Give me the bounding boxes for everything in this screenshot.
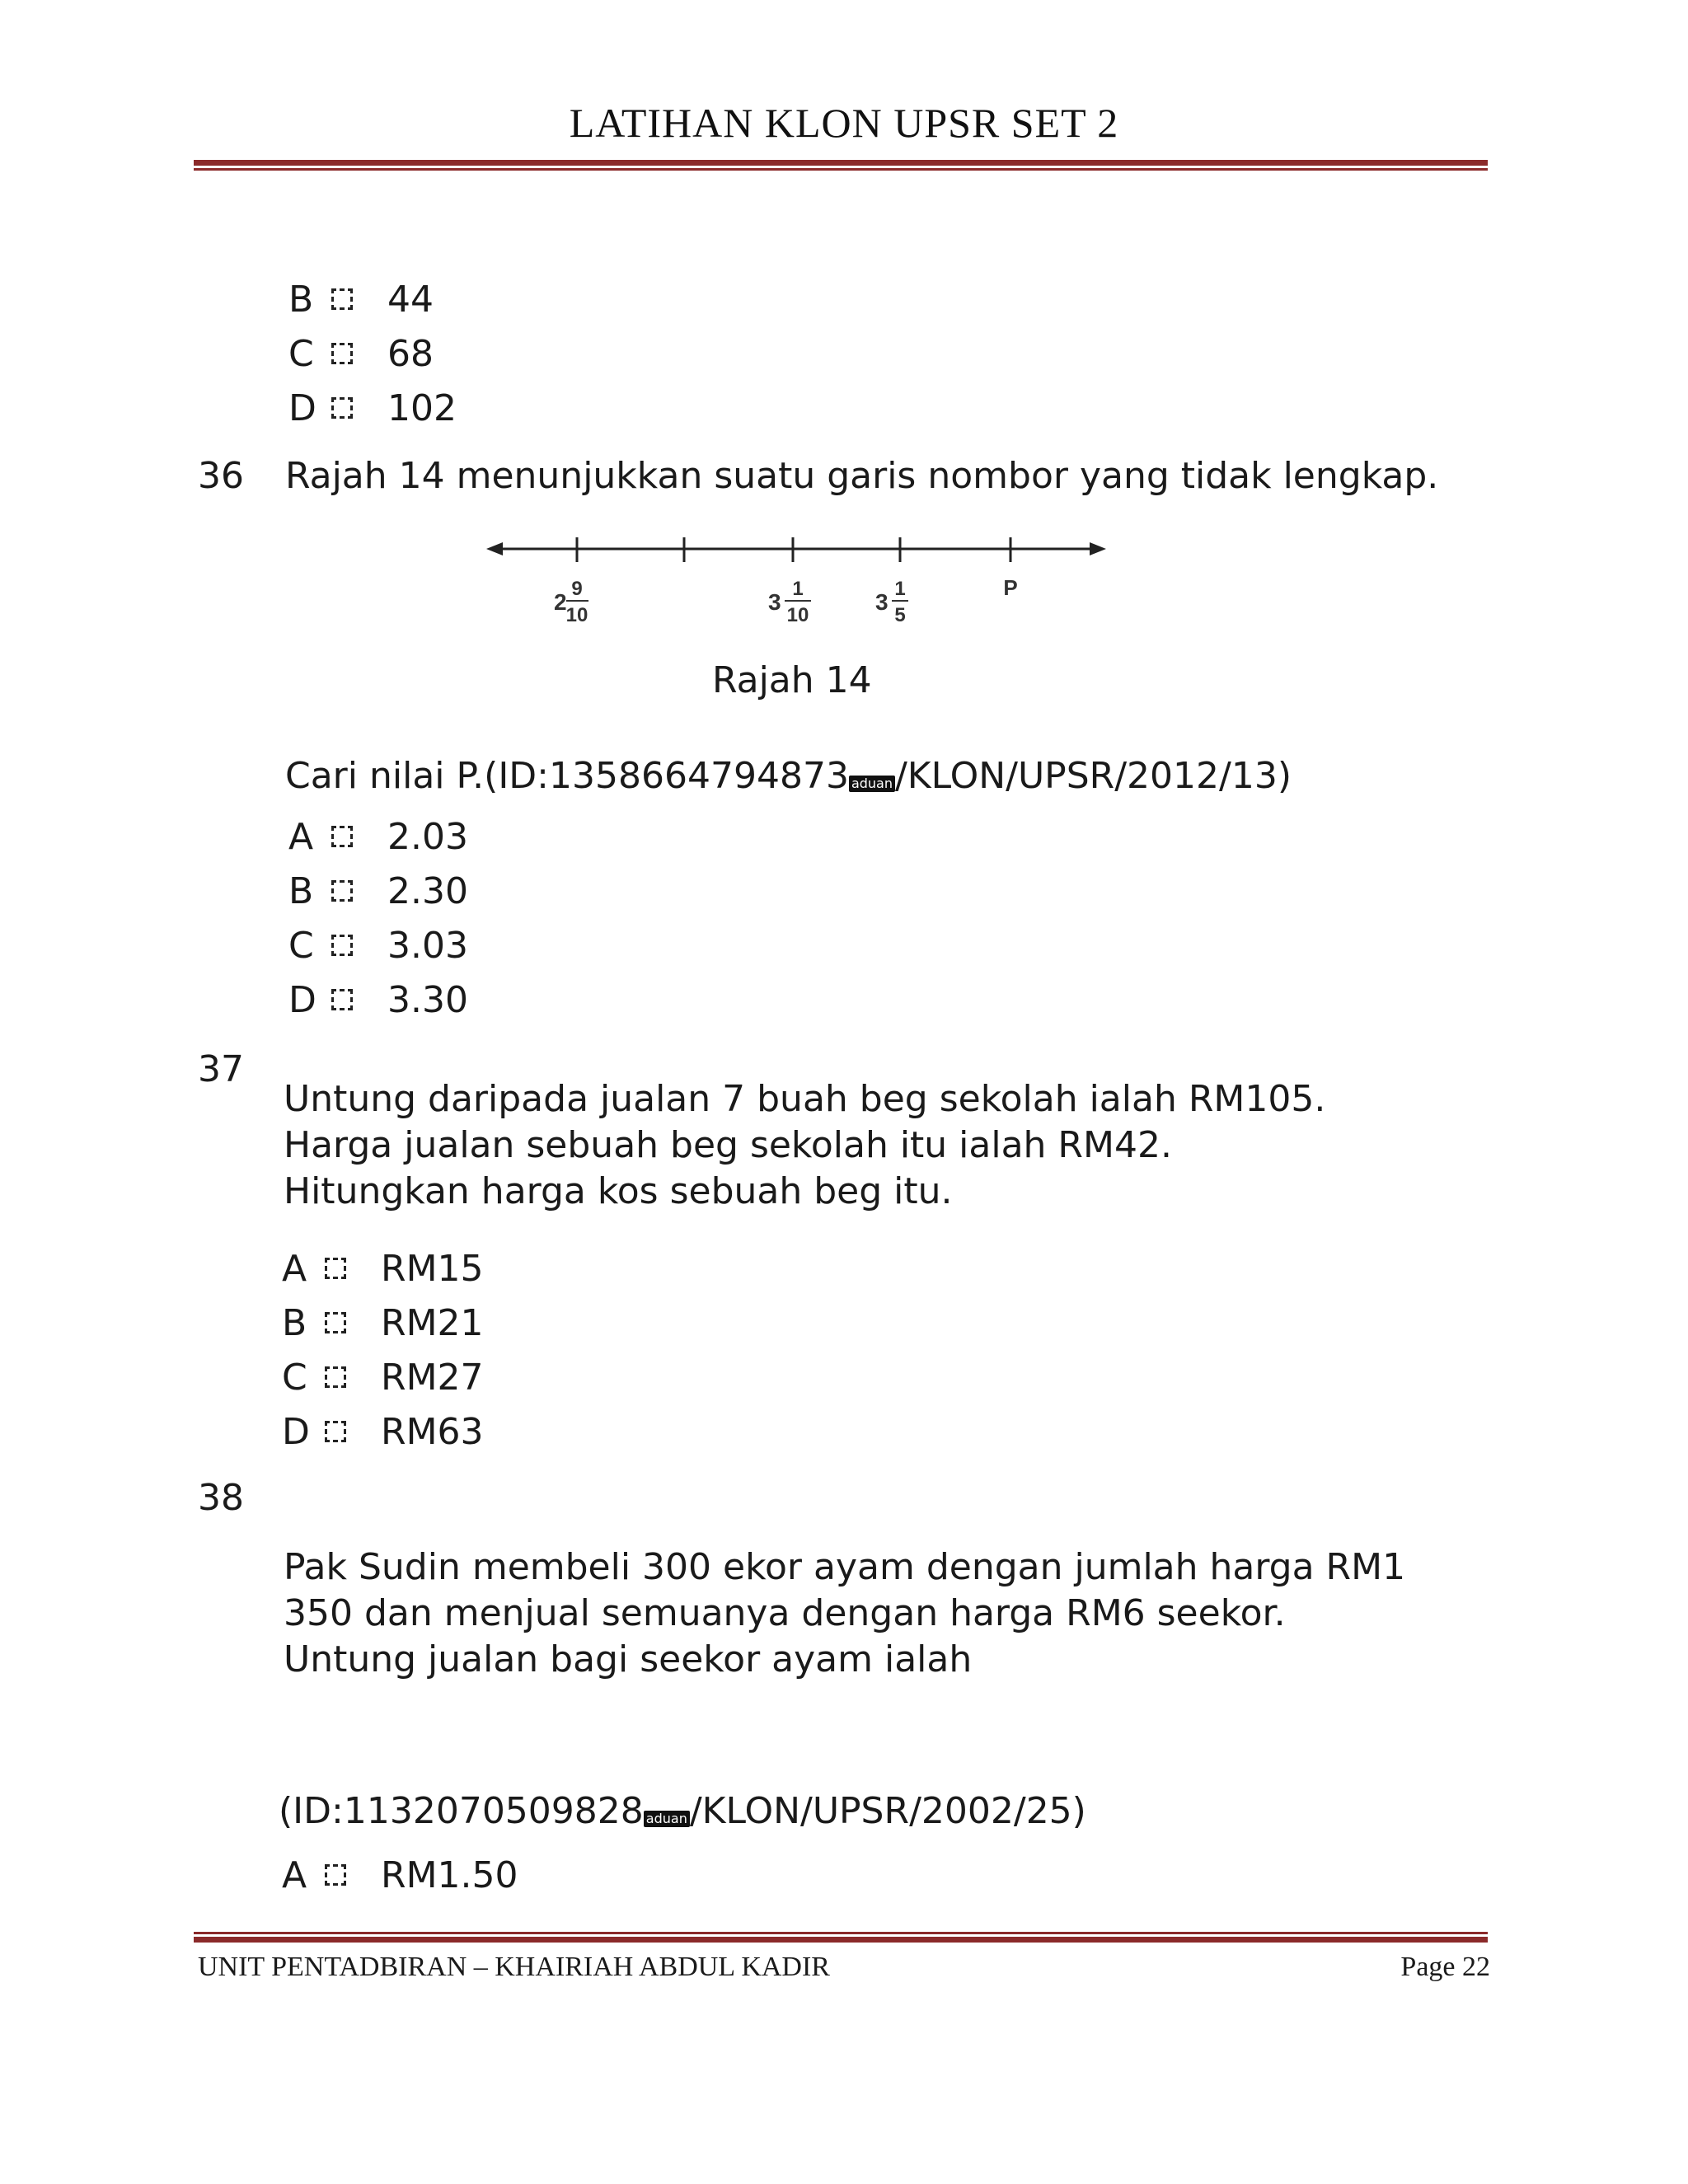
checkbox-icon[interactable] bbox=[331, 989, 353, 1010]
option-letter: D bbox=[288, 387, 316, 429]
question-line: 350 dan menjual semuanya dengan harga RM6 seekor. bbox=[284, 1592, 1286, 1634]
option-letter: D bbox=[282, 1411, 310, 1453]
option-letter: A bbox=[282, 1248, 307, 1290]
option-value: 3.30 bbox=[387, 979, 468, 1021]
option-value: 2.03 bbox=[387, 816, 468, 858]
question-line: Harga jualan sebuah beg sekolah itu ialah RM42. bbox=[284, 1124, 1172, 1166]
svg-text:10: 10 bbox=[786, 604, 809, 626]
option-value: 68 bbox=[387, 333, 434, 375]
checkbox-icon[interactable] bbox=[325, 1864, 346, 1886]
option-d[interactable] bbox=[288, 979, 618, 1025]
option-letter: C bbox=[288, 925, 314, 967]
footer-left-text: UNIT PENTADBIRAN – KHAIRIAH ABDUL KADIR bbox=[198, 1952, 830, 1982]
option-d[interactable] bbox=[288, 387, 618, 434]
checkbox-icon[interactable] bbox=[331, 935, 353, 956]
checkbox-icon[interactable] bbox=[325, 1258, 346, 1279]
option-value: RM27 bbox=[381, 1357, 484, 1399]
option-value: RM1.50 bbox=[381, 1854, 518, 1896]
tick-label-2 bbox=[768, 578, 811, 626]
header-divider bbox=[194, 160, 1488, 171]
option-letter: B bbox=[288, 279, 314, 321]
option-a[interactable] bbox=[288, 816, 618, 862]
option-letter: C bbox=[282, 1357, 307, 1399]
svg-text:5: 5 bbox=[894, 604, 906, 626]
diagram-caption: Rajah 14 bbox=[712, 659, 872, 701]
tick-label-1 bbox=[554, 578, 588, 626]
number-line-diagram bbox=[486, 527, 1113, 643]
option-letter: D bbox=[288, 979, 316, 1021]
question-line: Untung jualan bagi seekor ayam ialah bbox=[284, 1638, 973, 1680]
svg-text:2: 2 bbox=[554, 589, 567, 615]
checkbox-icon[interactable] bbox=[331, 343, 353, 364]
option-letter: B bbox=[288, 870, 314, 912]
question-line: Untung daripada jualan 7 buah beg sekolah ialah RM105. bbox=[284, 1078, 1326, 1120]
footer-divider bbox=[194, 1932, 1488, 1943]
option-value: 44 bbox=[387, 279, 434, 321]
svg-text:3: 3 bbox=[875, 589, 889, 615]
checkbox-icon[interactable] bbox=[331, 397, 353, 419]
option-value: RM21 bbox=[381, 1302, 484, 1344]
option-a[interactable] bbox=[282, 1248, 612, 1294]
option-c[interactable] bbox=[282, 1357, 612, 1403]
page-header-title: LATIHAN KLON UPSR SET 2 bbox=[569, 100, 1119, 146]
svg-text:1: 1 bbox=[792, 578, 804, 600]
question-number: 36 bbox=[198, 455, 244, 497]
svg-text:10: 10 bbox=[565, 604, 588, 626]
report-badge[interactable]: aduan bbox=[849, 776, 895, 792]
arrow-left-icon bbox=[486, 542, 503, 555]
checkbox-icon[interactable] bbox=[325, 1421, 346, 1442]
question-line: Hitungkan harga kos sebuah beg itu. bbox=[284, 1170, 953, 1212]
option-value: 3.03 bbox=[387, 925, 468, 967]
tick-label-p: P bbox=[1003, 575, 1018, 600]
arrow-right-icon bbox=[1090, 542, 1106, 555]
option-letter: A bbox=[288, 816, 314, 858]
svg-text:9: 9 bbox=[571, 578, 583, 600]
question-number: 38 bbox=[198, 1477, 244, 1519]
checkbox-icon[interactable] bbox=[331, 880, 353, 902]
option-letter: C bbox=[288, 333, 314, 375]
svg-text:3: 3 bbox=[768, 589, 781, 615]
question-prompt: Cari nilai P.(ID:1358664794873 aduan/KLON/UPSR/2012/13) bbox=[285, 755, 1292, 797]
option-value: RM15 bbox=[381, 1248, 484, 1290]
question-id: (ID:1132070509828 aduan/KLON/UPSR/2002/25) bbox=[279, 1790, 1086, 1832]
question-line: Pak Sudin membeli 300 ekor ayam dengan jumlah harga RM1 bbox=[284, 1546, 1406, 1588]
option-a[interactable] bbox=[282, 1854, 612, 1900]
page-number: Page 22 bbox=[1400, 1952, 1490, 1982]
option-value: 2.30 bbox=[387, 870, 468, 912]
tick-label-3 bbox=[875, 578, 908, 626]
option-value: RM63 bbox=[381, 1411, 484, 1453]
option-c[interactable] bbox=[288, 333, 618, 379]
option-b[interactable] bbox=[282, 1302, 612, 1348]
report-badge[interactable]: aduan bbox=[644, 1811, 690, 1827]
checkbox-icon[interactable] bbox=[331, 826, 353, 847]
checkbox-icon[interactable] bbox=[331, 288, 353, 310]
option-letter: B bbox=[282, 1302, 307, 1344]
question-number: 37 bbox=[198, 1048, 244, 1090]
checkbox-icon[interactable] bbox=[325, 1366, 346, 1388]
option-letter: A bbox=[282, 1854, 307, 1896]
option-d[interactable] bbox=[282, 1411, 612, 1457]
option-value: 102 bbox=[387, 387, 457, 429]
option-b[interactable] bbox=[288, 870, 618, 916]
option-c[interactable] bbox=[288, 925, 618, 971]
option-b[interactable] bbox=[288, 279, 618, 325]
question-text: Rajah 14 menunjukkan suatu garis nombor yang tidak lengkap. bbox=[285, 455, 1439, 497]
checkbox-icon[interactable] bbox=[325, 1312, 346, 1333]
svg-text:1: 1 bbox=[894, 578, 906, 600]
